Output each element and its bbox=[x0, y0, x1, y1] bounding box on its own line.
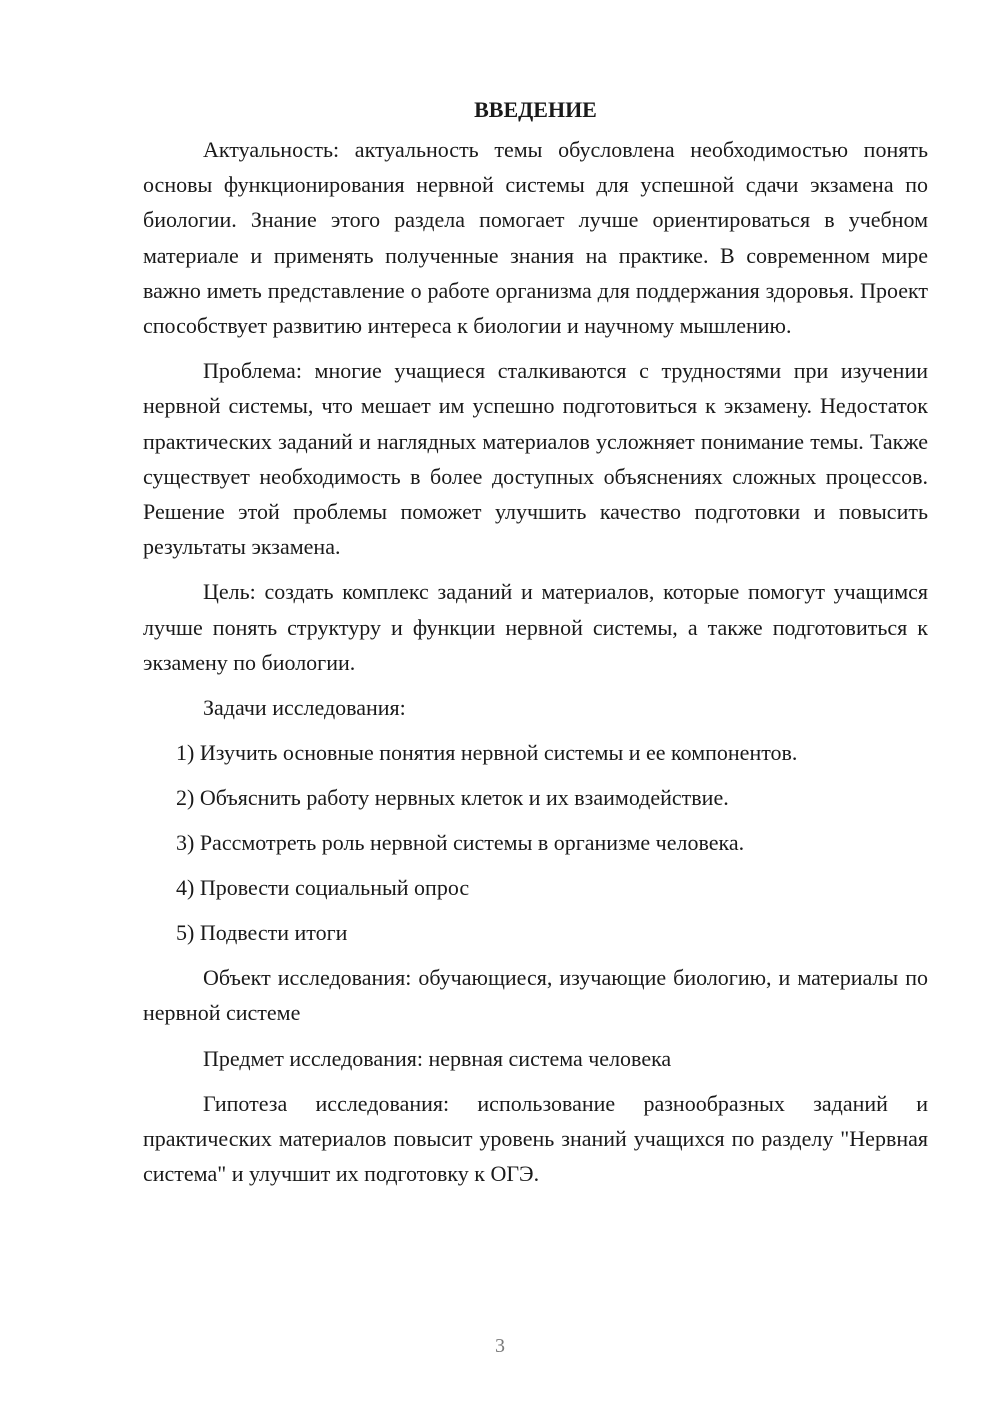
object-paragraph: Объект исследования: обучающиеся, изучающие биологию, и материалы по нервной системе bbox=[143, 965, 928, 1026]
list-item: 5) Подвести итоги bbox=[176, 920, 348, 946]
page-title: ВВЕДЕНИЕ bbox=[474, 97, 597, 122]
list-item: 1) Изучить основные понятия нервной системы и ее компонентов. bbox=[176, 740, 798, 766]
page-content bbox=[143, 92, 928, 1191]
relevance-paragraph: Актуальность: актуальность темы обусловлена необходимостью понять основы функционирования нервной системы для успешной сдачи экзамена по биологии. Знание этого раздела помогает лучше ориентироваться в учебном материале и применять полученные знания на практике. В современном мире важно иметь представление о работе организма для поддержания здоровья. Проект способствует развитию интереса к биологии и научному мышлению. bbox=[143, 137, 928, 339]
list-item: 4) Провести социальный опрос bbox=[176, 875, 470, 901]
tasks-heading: Задачи исследования: bbox=[203, 695, 406, 721]
hypothesis-paragraph: Гипотеза исследования: использование разнообразных заданий и практических материалов повысит уровень знаний учащихся по разделу "Нервная система" и улучшит их подготовку к ОГЭ. bbox=[143, 1090, 928, 1187]
list-item: 2) Объяснить работу нервных клеток и их взаимодействие. bbox=[176, 785, 729, 811]
page-number: 3 bbox=[495, 1335, 505, 1357]
problem-paragraph: Проблема: многие учащиеся сталкиваются с трудностями при изучении нервной системы, что мешает им успешно подготовиться к экзамену. Недостаток практических заданий и наглядных материалов усложняет понимание темы. Также существует необходимость в более доступных объяснениях сложных процессов. Решение этой проблемы поможет улучшить качество подготовки и повысить результаты экзамена. bbox=[143, 358, 928, 560]
tasks-list bbox=[143, 735, 928, 950]
goal-paragraph: Цель: создать комплекс заданий и материалов, которые помогут учащимся лучше понять структуру и функции нервной системы, а также подготовиться к экзамену по биологии. bbox=[143, 579, 928, 675]
subject-paragraph: Предмет исследования: нервная система человека bbox=[203, 1045, 672, 1071]
list-item: 3) Рассмотреть роль нервной системы в организме человека. bbox=[176, 830, 745, 856]
